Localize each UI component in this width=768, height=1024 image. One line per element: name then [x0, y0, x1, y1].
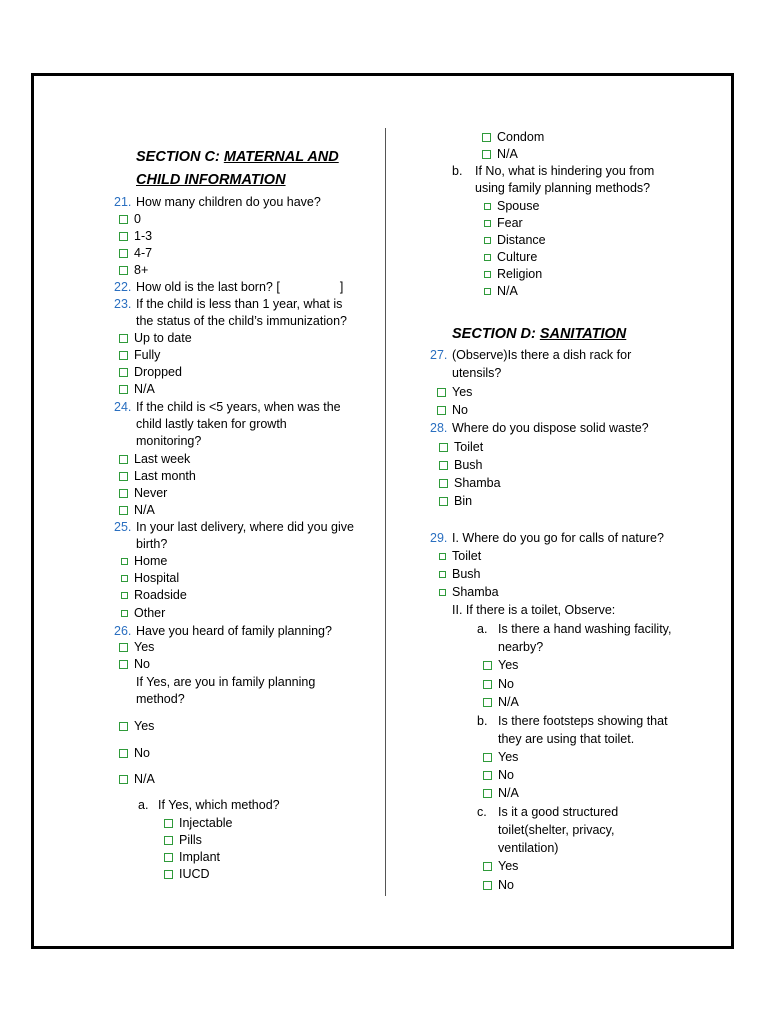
q28-number: 28. — [430, 421, 448, 435]
q24-option-2[interactable] — [119, 485, 167, 501]
option-label: Shamba — [452, 585, 499, 599]
q25-line1: In your last delivery, where did you give — [136, 520, 354, 534]
checkbox-icon[interactable] — [119, 775, 128, 784]
q26a-label: a. — [138, 798, 149, 812]
q29a-line2: nearby? — [498, 640, 544, 654]
q22-text-end: ] — [339, 280, 344, 294]
checkbox-icon[interactable] — [119, 385, 128, 394]
section-c-title-line1 — [136, 147, 339, 167]
q24-line1: If the child is <5 years, when was the — [136, 400, 341, 414]
q26a-option-5[interactable] — [482, 146, 518, 162]
checkbox-icon[interactable] — [119, 266, 128, 275]
checkbox-icon[interactable] — [164, 836, 173, 845]
q23-option-2[interactable] — [119, 364, 182, 380]
q29b-line2: they are using that toilet. — [498, 732, 635, 746]
option-label: Religion — [497, 267, 543, 281]
q23-line1: If the child is less than 1 year, what is — [136, 297, 343, 311]
option-label: Yes — [134, 640, 155, 654]
q26a-option-1[interactable] — [164, 832, 202, 848]
option-label: N/A — [497, 147, 518, 161]
q26b-line2: using family planning methods? — [475, 181, 651, 195]
option-label: Implant — [179, 850, 220, 864]
option-label: Injectable — [179, 816, 233, 830]
checkbox-icon[interactable] — [119, 368, 128, 377]
q21-option-1[interactable] — [119, 228, 152, 244]
option-label: N/A — [497, 284, 518, 298]
checkbox-icon[interactable] — [437, 406, 446, 415]
q28-option-2[interactable] — [439, 475, 501, 491]
q26b-option-5[interactable] — [484, 283, 518, 299]
option-label: N/A — [498, 695, 519, 709]
q29b-label: b. — [477, 714, 488, 728]
q24-line2: child lastly taken for growth — [136, 417, 287, 431]
q29-option-0[interactable] — [439, 548, 481, 564]
option-label: 0 — [134, 212, 141, 226]
checkbox-icon[interactable] — [439, 553, 446, 560]
q28-text: Where do you dispose solid waste? — [452, 421, 649, 435]
checkbox-icon[interactable] — [483, 698, 492, 707]
checkbox-icon[interactable] — [482, 150, 491, 159]
q29a-label: a. — [477, 622, 488, 636]
checkbox-icon[interactable] — [483, 680, 492, 689]
q26b-option-1[interactable] — [484, 215, 523, 231]
option-label: Yes — [498, 750, 519, 764]
option-label: Home — [134, 554, 168, 568]
checkbox-icon[interactable] — [439, 589, 446, 596]
checkbox-icon[interactable] — [483, 753, 492, 762]
checkbox-icon[interactable] — [483, 862, 492, 871]
q21-option-0[interactable] — [119, 211, 141, 227]
option-label: N/A — [134, 503, 155, 517]
q21-option-3[interactable] — [119, 262, 148, 278]
q21-option-2[interactable] — [119, 245, 152, 261]
option-label: Yes — [134, 719, 155, 733]
q27-option-1[interactable] — [437, 402, 468, 418]
checkbox-icon[interactable] — [439, 461, 448, 470]
q29b-option-2[interactable] — [483, 785, 519, 801]
option-label: Never — [134, 486, 168, 500]
checkbox-icon[interactable] — [484, 271, 491, 278]
option-label: 8+ — [134, 263, 149, 277]
option-label: No — [134, 746, 150, 760]
q26-followup-option-2[interactable] — [119, 771, 155, 787]
q29c-option-1[interactable] — [483, 877, 514, 893]
q29a-option-1[interactable] — [483, 676, 514, 692]
column-divider — [385, 128, 386, 896]
checkbox-icon[interactable] — [164, 853, 173, 862]
q27-number: 27. — [430, 348, 448, 362]
q21-number: 21. — [114, 195, 132, 209]
q25-option-1[interactable] — [121, 570, 179, 586]
q29-ii-text: II. If there is a toilet, Observe: — [452, 603, 616, 617]
q29-text: I. Where do you go for calls of nature? — [452, 531, 664, 545]
q29c-line2: toilet(shelter, privacy, — [498, 823, 615, 837]
checkbox-icon[interactable] — [484, 237, 491, 244]
checkbox-icon[interactable] — [484, 288, 491, 295]
checkbox-icon[interactable] — [439, 443, 448, 452]
option-label: Culture — [497, 250, 538, 264]
q26-option-1[interactable] — [119, 656, 150, 672]
option-label: Yes — [498, 859, 519, 873]
checkbox-icon[interactable] — [483, 661, 492, 670]
option-label: Hospital — [134, 571, 180, 585]
option-label: N/A — [134, 382, 155, 396]
option-label: Last week — [134, 452, 191, 466]
q22-text — [136, 279, 343, 295]
option-label: Yes — [498, 658, 519, 672]
q26-followup-option-0[interactable] — [119, 718, 154, 734]
checkbox-icon[interactable] — [439, 497, 448, 506]
q29c-line1: Is it a good structured — [498, 805, 619, 819]
q26-option-0[interactable] — [119, 639, 154, 655]
option-label: Bush — [452, 567, 481, 581]
option-label: Distance — [497, 233, 546, 247]
q25-number: 25. — [114, 520, 132, 534]
q26-followup-line2: method? — [136, 692, 185, 706]
q24-option-1[interactable] — [119, 468, 196, 484]
option-label: Bush — [454, 458, 483, 472]
q22-number: 22. — [114, 280, 132, 294]
section-c-heading-2: CHILD INFORMATION — [136, 172, 286, 188]
q26a-option-0[interactable] — [164, 815, 233, 831]
section-c-prefix: SECTION C: — [136, 149, 224, 165]
checkbox-icon[interactable] — [121, 610, 128, 617]
checkbox-icon[interactable] — [121, 592, 128, 599]
checkbox-icon[interactable] — [484, 254, 491, 261]
q29b-line1: Is there footsteps showing that — [498, 714, 668, 728]
q29a-line1: Is there a hand washing facility, — [498, 622, 672, 636]
q29b-option-1[interactable] — [483, 767, 514, 783]
q27-line1: (Observe)Is there a dish rack for — [452, 348, 632, 362]
option-label: N/A — [134, 772, 155, 786]
checkbox-icon[interactable] — [483, 881, 492, 890]
option-label: No — [498, 677, 514, 691]
checkbox-icon[interactable] — [484, 203, 491, 210]
q24-option-3[interactable] — [119, 502, 155, 518]
q29a-option-0[interactable] — [483, 657, 518, 673]
q27-line2: utensils? — [452, 366, 502, 380]
q29-option-2[interactable] — [439, 584, 499, 600]
option-label: 1-3 — [134, 229, 153, 243]
option-label: Dropped — [134, 365, 182, 379]
checkbox-icon[interactable] — [119, 506, 128, 515]
checkbox-icon[interactable] — [482, 133, 491, 142]
q29a-option-2[interactable] — [483, 694, 519, 710]
checkbox-icon[interactable] — [119, 351, 128, 360]
checkbox-icon[interactable] — [119, 489, 128, 498]
q23-number: 23. — [114, 297, 132, 311]
q26-number: 26. — [114, 624, 132, 638]
checkbox-icon[interactable] — [119, 472, 128, 481]
checkbox-icon[interactable] — [119, 660, 128, 669]
q25-option-2[interactable] — [121, 587, 187, 603]
checkbox-icon[interactable] — [119, 232, 128, 241]
q26a-text: If Yes, which method? — [158, 798, 280, 812]
q29c-option-0[interactable] — [483, 858, 518, 874]
q26b-option-4[interactable] — [484, 266, 542, 282]
section-d-prefix: SECTION D: — [452, 326, 540, 342]
option-label: Condom — [497, 130, 545, 144]
q24-line3: monitoring? — [136, 434, 202, 448]
q26b-option-3[interactable] — [484, 249, 537, 265]
q23-option-1[interactable] — [119, 347, 160, 363]
option-label: Yes — [452, 385, 473, 399]
option-label: Bin — [454, 494, 473, 508]
option-label: IUCD — [179, 867, 210, 881]
checkbox-icon[interactable] — [121, 558, 128, 565]
q28-option-0[interactable] — [439, 439, 483, 455]
q26b-option-0[interactable] — [484, 198, 539, 214]
option-label: Fear — [497, 216, 523, 230]
q29-option-1[interactable] — [439, 566, 481, 582]
q23-option-0[interactable] — [119, 330, 192, 346]
section-c-heading: MATERNAL AND — [223, 149, 339, 165]
checkbox-icon[interactable] — [164, 819, 173, 828]
section-c-title-line2 — [136, 170, 286, 190]
option-label: Last month — [134, 469, 196, 483]
q24-number: 24. — [114, 400, 132, 414]
option-label: Roadside — [134, 588, 187, 602]
option-label: 4-7 — [134, 246, 153, 260]
checkbox-icon[interactable] — [119, 249, 128, 258]
q29c-label: c. — [477, 805, 487, 819]
option-label: N/A — [498, 786, 519, 800]
checkbox-icon[interactable] — [119, 334, 128, 343]
option-label: No — [452, 403, 468, 417]
checkbox-icon[interactable] — [121, 575, 128, 582]
q29b-option-0[interactable] — [483, 749, 518, 765]
q21-text: How many children do you have? — [136, 195, 321, 209]
q26a-option-3[interactable] — [164, 866, 210, 882]
q27-option-0[interactable] — [437, 384, 472, 400]
option-label: No — [134, 657, 150, 671]
option-label: No — [498, 768, 514, 782]
q22-text-start: How old is the last born? [ — [136, 280, 280, 294]
q26-text: Have you heard of family planning? — [136, 624, 332, 638]
q26b-option-2[interactable] — [484, 232, 546, 248]
q29c-line3: ventilation) — [498, 841, 559, 855]
q26-followup-option-1[interactable] — [119, 745, 150, 761]
q26a-option-4[interactable] — [482, 129, 544, 145]
section-d-heading: SANITATION — [539, 326, 627, 342]
q24-option-0[interactable] — [119, 451, 190, 467]
checkbox-icon[interactable] — [119, 722, 128, 731]
option-label: Fully — [134, 348, 161, 362]
checkbox-icon[interactable] — [119, 215, 128, 224]
option-label: Shamba — [454, 476, 501, 490]
checkbox-icon[interactable] — [439, 571, 446, 578]
option-label: Toilet — [452, 549, 482, 563]
q26b-line1: If No, what is hindering you from — [475, 164, 655, 178]
q25-option-3[interactable] — [121, 605, 165, 621]
q26a-option-2[interactable] — [164, 849, 220, 865]
option-label: Toilet — [454, 440, 484, 454]
q25-option-0[interactable] — [121, 553, 167, 569]
checkbox-icon[interactable] — [164, 870, 173, 879]
checkbox-icon[interactable] — [119, 455, 128, 464]
q26b-label: b. — [452, 164, 463, 178]
checkbox-icon[interactable] — [119, 749, 128, 758]
option-label: Other — [134, 606, 166, 620]
checkbox-icon[interactable] — [119, 643, 128, 652]
checkbox-icon[interactable] — [483, 789, 492, 798]
option-label: No — [498, 878, 514, 892]
checkbox-icon[interactable] — [439, 479, 448, 488]
option-label: Pills — [179, 833, 202, 847]
q28-option-1[interactable] — [439, 457, 483, 473]
q29-number: 29. — [430, 531, 448, 545]
section-d-title — [452, 324, 626, 344]
q25-line2: birth? — [136, 537, 168, 551]
checkbox-icon[interactable] — [483, 771, 492, 780]
option-label: Up to date — [134, 331, 192, 345]
option-label: Spouse — [497, 199, 540, 213]
checkbox-icon[interactable] — [484, 220, 491, 227]
checkbox-icon[interactable] — [437, 388, 446, 397]
q23-option-3[interactable] — [119, 381, 155, 397]
q28-option-3[interactable] — [439, 493, 472, 509]
q23-line2: the status of the child’s immunization? — [136, 314, 347, 328]
q26-followup-line1: If Yes, are you in family planning — [136, 675, 316, 689]
